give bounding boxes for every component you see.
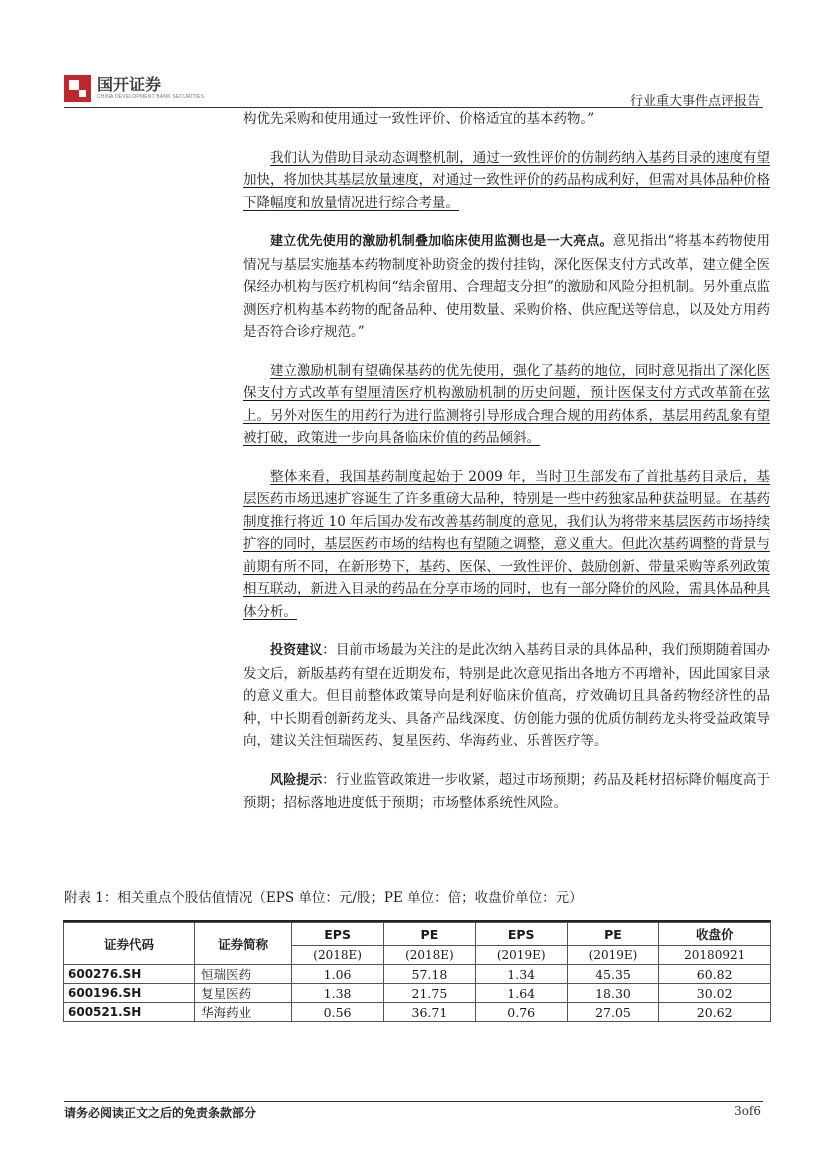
- cell-name: 华海药业: [195, 1003, 292, 1022]
- paragraph-analysis-1: 我们认为借助目录动态调整机制，通过一致性评价的仿制药纳入基药目录的速度有望加快，将加快其基层放量速度，对通过一致性评价的药品构成利好，但需对具体品种价格下降幅度和放量情况进行综合考量。: [243, 149, 770, 211]
- page-header: [0, 0, 827, 112]
- cell-pe-2019: 18.30: [567, 984, 659, 1003]
- cell-close: 30.02: [659, 984, 771, 1003]
- table-caption: 附表 1：相关重点个股估值情况（EPS 单位：元/股；PE 单位：倍；收盘价单位：元）: [64, 890, 583, 906]
- header-code: 证券代码: [64, 923, 195, 965]
- investment-advice-label: 投资建议: [270, 643, 323, 658]
- header-close: 收盘价: [659, 923, 771, 946]
- logo-name: 国开证券: [97, 75, 162, 94]
- table-row: [64, 1003, 771, 1022]
- cell-name: 复星医药: [195, 984, 292, 1003]
- cell-close: 60.82: [659, 965, 771, 984]
- investment-advice-text: ：目前市场最为关注的是此次纳入基药目录的具体品种，我们预期随着国办发文后，新版基药有望在近期发布，特别是此次意见指出各地方不再增补，因此国家目录的意义重大。但目前整体政策导向是利好临床价值高，疗效确切且具备药物经济性的品种，中长期看创新药龙头、具备产品线深度、仿创能力强的优质仿制药龙头将受益政策导向，建议关注恒瑞医药、复星医药、华海药业、乐普医疗等。: [243, 642, 770, 749]
- logo-subtitle: CHINA DEVELOPMENT BANK SECURITIES: [97, 94, 205, 100]
- cell-eps-2019: 1.34: [475, 965, 567, 984]
- cell-eps-2019: 1.64: [475, 984, 567, 1003]
- paragraph-investment-advice: [243, 639, 770, 753]
- subheader-eps-2018: (2018E): [292, 946, 384, 965]
- paragraph-continued: 构优先采购和使用通过一致性评价、价格适宜的基本药物。”: [243, 111, 595, 127]
- subheader-close-date: 20180921: [659, 946, 771, 965]
- risk-text: ：行业监管政策进一步收紧，超过市场预期；药品及耗材招标降价幅度高于预期；招标落地进度低于预期；市场整体系统性风险。: [243, 771, 770, 811]
- cell-pe-2019: 27.05: [567, 1003, 659, 1022]
- header-pe-2019: PE: [567, 923, 659, 946]
- subheader-eps-2019: (2019E): [475, 946, 567, 965]
- valuation-table: [63, 922, 771, 1022]
- logo-mark-icon: [64, 75, 91, 102]
- risk-label: 风险提示: [270, 772, 323, 788]
- cell-code: 600196.SH: [64, 984, 195, 1003]
- header-eps-2018: EPS: [292, 923, 384, 946]
- footer-rule: [64, 1101, 763, 1102]
- cell-pe-2019: 45.35: [567, 965, 659, 984]
- paragraph-incentive-text: 意见指出“将基本药物使用情况与基层实施基本药物制度补助资金的拨付挂钩，深化医保支付方式改革，建立健全医保经办机构与医疗机构间“结余留用、合理超支分担”的激励和风险分担机制。另外重点监测医疗机构基本药物的配备品种、使用数量、采购价格、供应配送等信息，以及处方用药是否符合诊疗规范。”: [243, 233, 770, 340]
- page-number: 3of6: [734, 1104, 761, 1118]
- cell-eps-2018: 0.56: [292, 1003, 384, 1022]
- subheader-pe-2018: (2018E): [384, 946, 476, 965]
- cell-eps-2018: 1.38: [292, 984, 384, 1003]
- cell-code: 600521.SH: [64, 1003, 195, 1022]
- cell-pe-2018: 21.75: [384, 984, 476, 1003]
- paragraph-incentive: [243, 230, 770, 344]
- table-row: [64, 984, 771, 1003]
- report-type: 行业重大事件点评报告: [629, 94, 760, 109]
- table-row: [64, 965, 771, 984]
- cell-close: 20.62: [659, 1003, 771, 1022]
- paragraph-risk: [243, 769, 770, 815]
- paragraph-incentive-lead: 建立优先使用的激励机制叠加临床使用监测也是一大亮点。: [270, 234, 613, 249]
- cell-pe-2018: 57.18: [384, 965, 476, 984]
- cell-name: 恒瑞医药: [195, 965, 292, 984]
- company-logo: [64, 75, 204, 102]
- cell-eps-2019: 0.76: [475, 1003, 567, 1022]
- paragraph-overall: 整体来看，我国基药制度起始于 2009 年，当时卫生部发布了首批基药目录后，基层医药市场迅速扩容诞生了许多重磅大品种，特别是一些中药独家品种获益明显。在基药制度推行将近 10 年后国办发布改善基药制度的意见，我们认为将带来基层医药市场持续扩容的同时，基层医药市场的结构也有望随之调整，意义重大。但此次基药调整的背景与前期有所不同，在新形势下，基药、医保、一致性评价、鼓励创新、带量采购等系列政策相互联动，新进入目录的药品在分享市场的同时，也有一部分降价的风险，需具体品种具体分析。: [243, 468, 770, 620]
- paragraph-analysis-2: 建立激励机制有望确保基药的优先使用，强化了基药的地位，同时意见指出了深化医保支付方式改革有望厘清医疗机构激励机制的历史问题，预计医保支付方式改革箭在弦上。另外对医生的用药行为进行监测将引导形成合理合规的用药体系，基层用药乱象有望被打破，政策进一步向具备临床价值的药品倾斜。: [243, 362, 770, 446]
- header-name: 证券简称: [195, 923, 292, 965]
- footer-disclaimer: 请务必阅读正文之后的免责条款部分: [64, 1106, 257, 1120]
- subheader-pe-2019: (2019E): [567, 946, 659, 965]
- report-body: [243, 108, 770, 815]
- cell-code: 600276.SH: [64, 965, 195, 984]
- cell-eps-2018: 1.06: [292, 965, 384, 984]
- cell-pe-2018: 36.71: [384, 1003, 476, 1022]
- header-eps-2019: EPS: [475, 923, 567, 946]
- header-pe-2018: PE: [384, 923, 476, 946]
